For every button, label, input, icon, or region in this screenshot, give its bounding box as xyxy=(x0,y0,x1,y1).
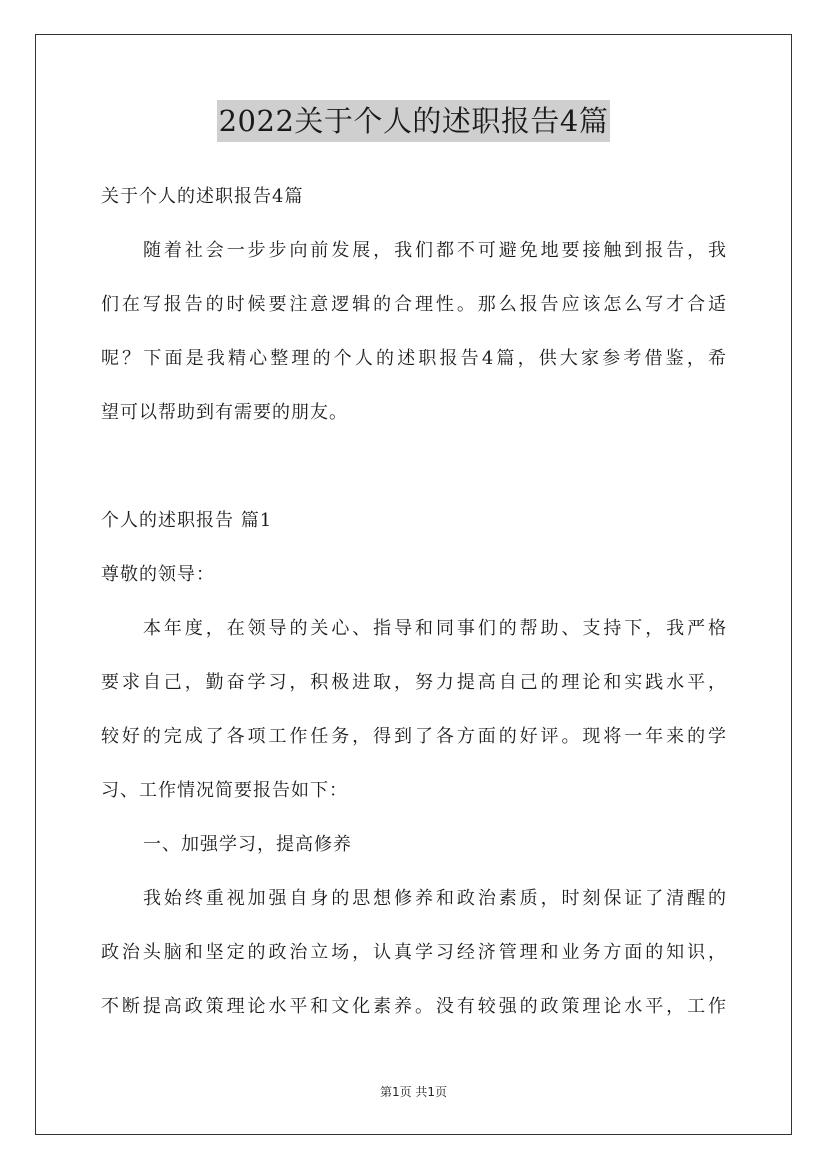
body-line-7: 不断提高政策理论水平和文化素养。没有较强的政策理论水平，工作 xyxy=(101,996,727,1017)
body-line-4: 习、工作情况简要报告如下： xyxy=(101,780,348,801)
intro-line-1: 随着社会一步步向前发展，我们都不可避免地要接触到报告，我 xyxy=(143,240,727,261)
intro-line-3: 呢？下面是我精心整理的个人的述职报告4篇，供大家参考借鉴，希 xyxy=(101,348,727,369)
body-line-1: 本年度，在领导的关心、指导和同事们的帮助、支持下，我严格 xyxy=(143,618,727,639)
body-line-6: 政治头脑和坚定的政治立场，认真学习经济管理和业务方面的知识， xyxy=(101,942,727,963)
title-container xyxy=(0,100,827,142)
subtitle-line: 关于个人的述职报告4篇 xyxy=(101,186,304,207)
salutation: 尊敬的领导： xyxy=(101,564,215,585)
blank-spacer xyxy=(101,440,727,494)
body-line-5: 我始终重视加强自身的思想修养和政治素质，时刻保证了清醒的 xyxy=(143,888,727,909)
subheading-1: 一、加强学习，提高修养 xyxy=(143,834,352,855)
body-line-2: 要求自己，勤奋学习，积极进取，努力提高自己的理论和实践水平， xyxy=(101,672,727,693)
document-title: 2022关于个人的述职报告4篇 xyxy=(217,100,611,142)
body-line-3: 较好的完成了各项工作任务，得到了各方面的好评。现将一年来的学 xyxy=(101,726,727,747)
section-heading: 个人的述职报告 篇1 xyxy=(101,510,273,531)
page-footer: 第1页 共1页 xyxy=(379,1085,448,1099)
intro-line-4: 望可以帮助到有需要的朋友。 xyxy=(101,402,348,423)
document-body xyxy=(101,170,727,1034)
intro-line-2: 们在写报告的时候要注意逻辑的合理性。那么报告应该怎么写才合适 xyxy=(101,294,727,315)
